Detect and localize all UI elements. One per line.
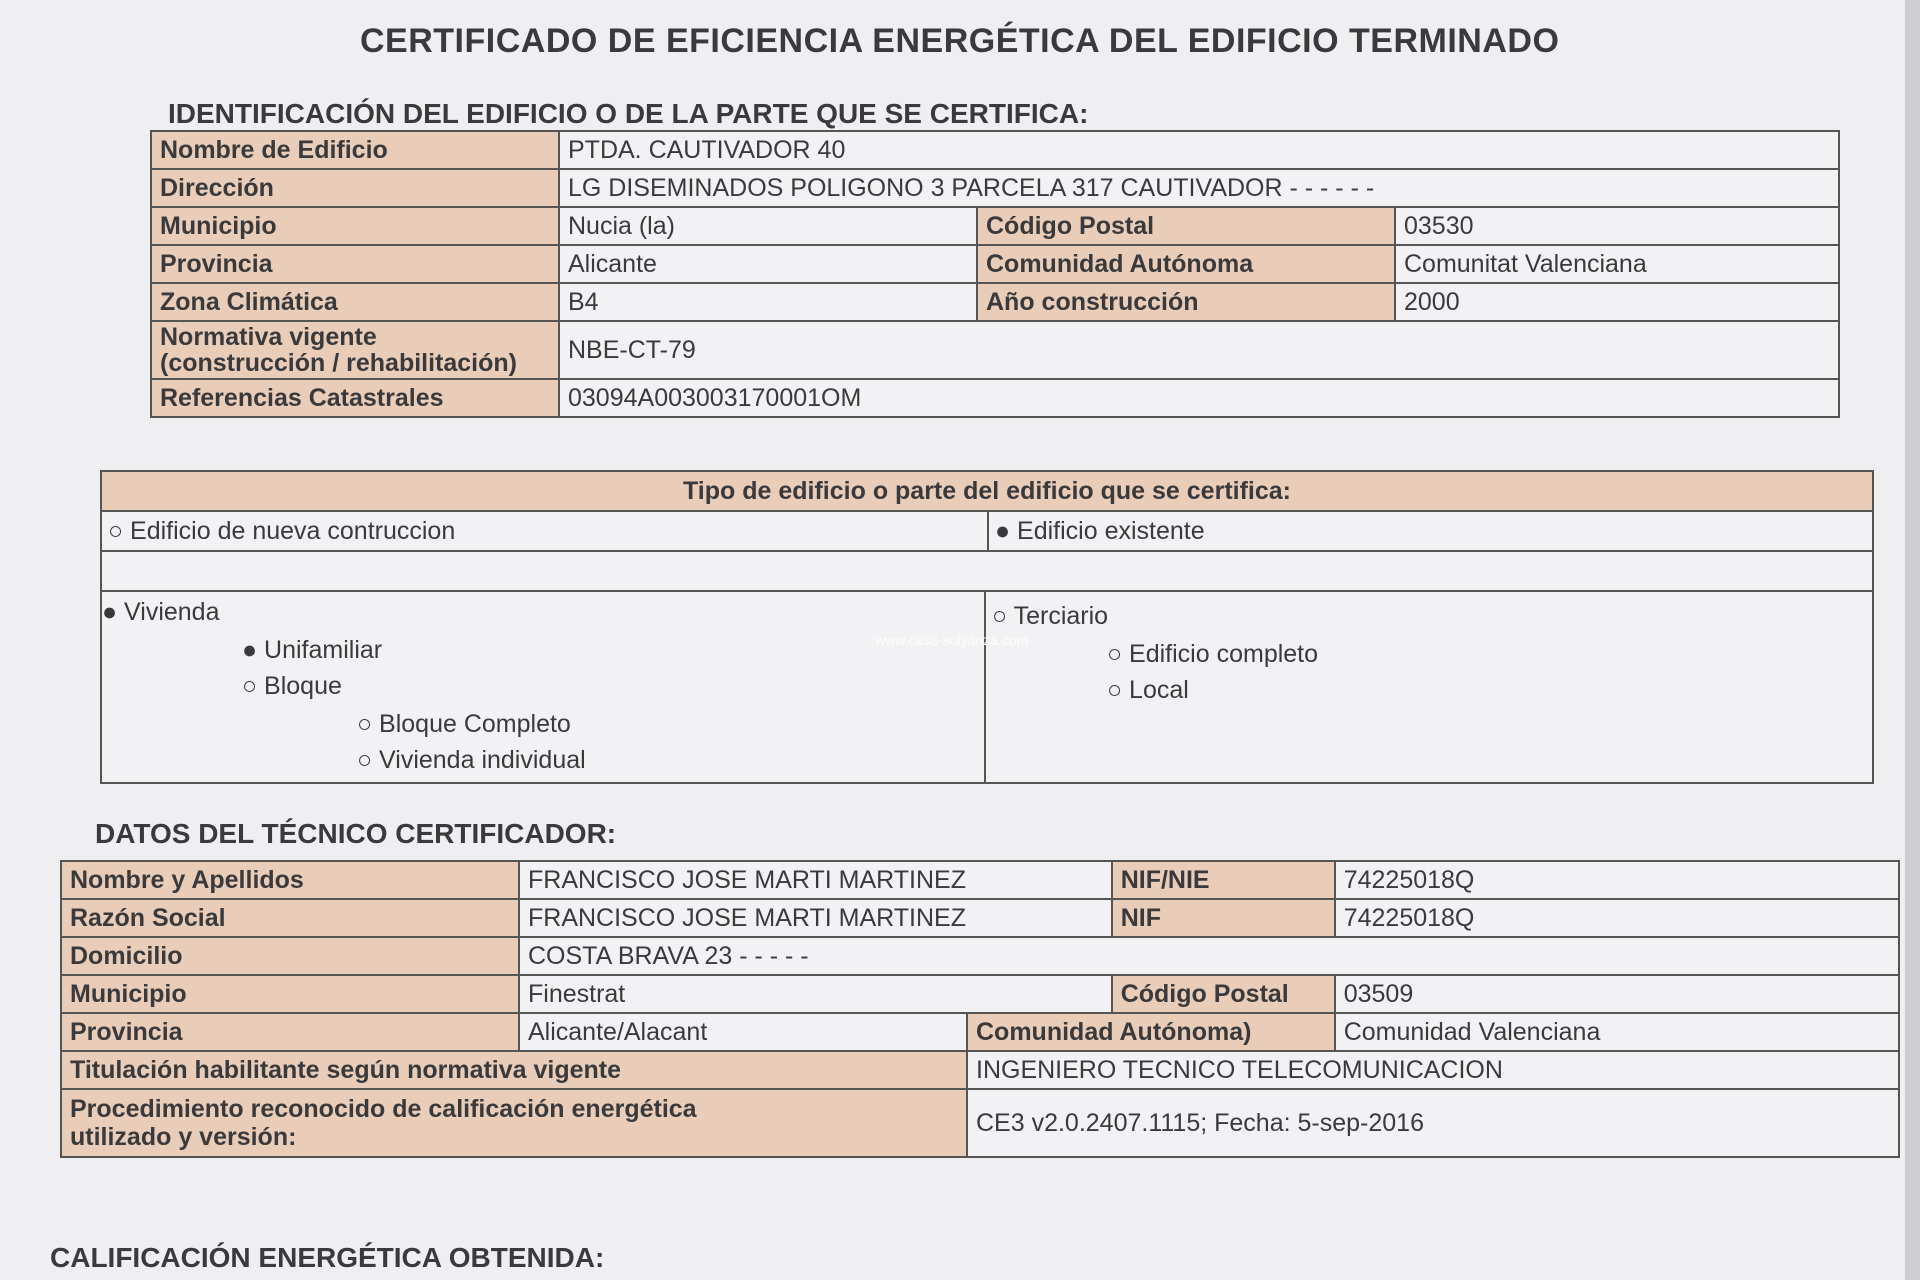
label: Municipio <box>151 207 559 245</box>
label: Dirección <box>151 169 559 207</box>
technician-table <box>60 860 1900 1158</box>
label <box>151 321 559 379</box>
value: FRANCISCO JOSE MARTI MARTINEZ <box>519 899 1112 937</box>
value: Alicante/Alacant <box>519 1013 967 1051</box>
radio-label: Bloque <box>264 672 342 700</box>
radio-label: Local <box>1129 676 1189 704</box>
label: Comunidad Autónoma <box>977 245 1395 283</box>
value: Finestrat <box>519 975 1112 1013</box>
page-edge <box>1905 0 1920 1280</box>
section-rating-heading: CALIFICACIÓN ENERGÉTICA OBTENIDA: <box>50 1242 605 1273</box>
watermark: www.casa-solyanza.com <box>875 632 1029 648</box>
value: INGENIERO TECNICO TELECOMUNICACION <box>967 1051 1899 1089</box>
radio-label: Edificio completo <box>1129 640 1319 668</box>
value: Comunidad Valenciana <box>1335 1013 1899 1051</box>
label: Provincia <box>61 1013 519 1051</box>
label: Comunidad Autónoma) <box>967 1013 1335 1051</box>
label-line: (construcción / rehabilitación) <box>160 349 517 377</box>
radio-bloque[interactable]: ○ Bloque <box>242 672 342 700</box>
label: Domicilio <box>61 937 519 975</box>
building-type-header: Tipo de edificio o parte del edificio que se certifica: <box>102 472 1872 512</box>
value: 03509 <box>1335 975 1899 1013</box>
building-type-box <box>100 470 1874 784</box>
label: Titulación habilitante según normativa vigente <box>61 1051 967 1089</box>
label-line: Procedimiento reconocido de calificación energética <box>70 1095 697 1123</box>
value: 74225018Q <box>1335 861 1899 899</box>
value: Alicante <box>559 245 977 283</box>
radio-label: Edificio de nueva contruccion <box>130 517 456 545</box>
label: Año construcción <box>977 283 1395 321</box>
value: 03094A003003170001OM <box>559 379 1839 417</box>
value: COSTA BRAVA 23 - - - - - <box>519 937 1899 975</box>
label: NIF <box>1112 899 1335 937</box>
label: Nombre de Edificio <box>151 131 559 169</box>
radio-terciario[interactable]: ○ Terciario <box>992 602 1109 630</box>
section-identification-heading: IDENTIFICACIÓN DEL EDIFICIO O DE LA PARTE QUE SE CERTIFICA: <box>168 98 1089 129</box>
label: Código Postal <box>977 207 1395 245</box>
value: FRANCISCO JOSE MARTI MARTINEZ <box>519 861 1112 899</box>
building-identification-table <box>150 130 1840 418</box>
radio-label: Vivienda <box>124 598 220 626</box>
label: Referencias Catastrales <box>151 379 559 417</box>
value: 03530 <box>1395 207 1839 245</box>
radio-label: Edificio existente <box>1017 517 1205 545</box>
use-options <box>102 592 1872 782</box>
label: Municipio <box>61 975 519 1013</box>
label: Nombre y Apellidos <box>61 861 519 899</box>
value: 74225018Q <box>1335 899 1899 937</box>
label: NIF/NIE <box>1112 861 1335 899</box>
radio-existing-building[interactable]: ● Edificio existente <box>987 512 1872 550</box>
radio-label: Unifamiliar <box>264 636 383 664</box>
label: Razón Social <box>61 899 519 937</box>
section-technician-heading: DATOS DEL TÉCNICO CERTIFICADOR: <box>95 818 617 849</box>
label: Código Postal <box>1112 975 1335 1013</box>
value: NBE-CT-79 <box>559 321 1839 379</box>
radio-edificio-completo[interactable]: ○ Edificio completo <box>1107 640 1319 668</box>
value: CE3 v2.0.2407.1115; Fecha: 5-sep-2016 <box>967 1089 1899 1157</box>
label: Zona Climática <box>151 283 559 321</box>
radio-vivienda-individual[interactable]: ○ Vivienda individual <box>357 746 586 774</box>
radio-label: Terciario <box>1013 602 1109 630</box>
value: LG DISEMINADOS POLIGONO 3 PARCELA 317 CAUTIVADOR - - - - - - <box>559 169 1839 207</box>
value: Comunitat Valenciana <box>1395 245 1839 283</box>
radio-unifamiliar[interactable]: ● Unifamiliar <box>242 636 383 664</box>
label-line: Normativa vigente <box>160 323 377 351</box>
value: B4 <box>559 283 977 321</box>
radio-bloque-completo[interactable]: ○ Bloque Completo <box>357 710 571 738</box>
label-line: utilizado y versión: <box>70 1123 297 1151</box>
radio-label: Bloque Completo <box>379 710 571 738</box>
label <box>61 1089 967 1157</box>
radio-local[interactable]: ○ Local <box>1107 676 1189 704</box>
value: Nucia (la) <box>559 207 977 245</box>
value: PTDA. CAUTIVADOR 40 <box>559 131 1839 169</box>
value: 2000 <box>1395 283 1839 321</box>
radio-new-building[interactable]: ○ Edificio de nueva contruccion <box>108 517 456 545</box>
label: Provincia <box>151 245 559 283</box>
radio-vivienda[interactable]: ● Vivienda <box>102 598 220 626</box>
document-title: CERTIFICADO DE EFICIENCIA ENERGÉTICA DEL EDIFICIO TERMINADO <box>360 22 1560 60</box>
radio-label: Vivienda individual <box>379 746 586 774</box>
